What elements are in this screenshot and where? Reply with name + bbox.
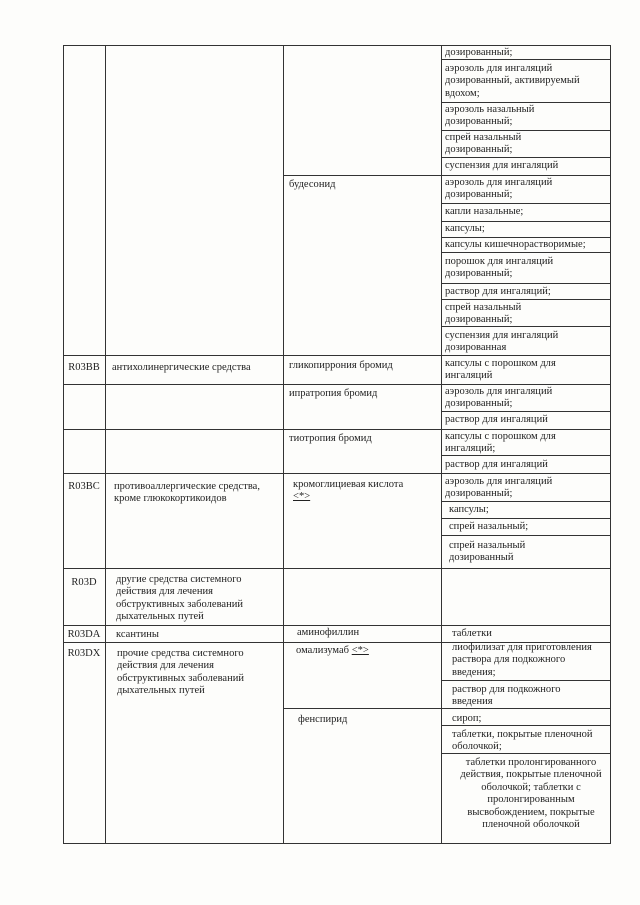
table-border-bottom [63,843,611,844]
row-divider [63,473,611,474]
form-divider [441,535,611,536]
row-divider [63,429,611,430]
table-cell: спрей назальный; [449,521,529,532]
table-cell: таблетки, покрытые пленочной оболочкой; [452,729,593,753]
form-divider [441,237,611,238]
table-cell: спрей назальный дозированный; [445,132,522,156]
drug-name: кромоглициевая кислота [293,479,404,490]
form-divider [441,252,611,253]
row-divider [63,355,611,356]
table-cell: аэрозоль для ингаляций дозированный; [445,386,553,410]
group-name: прочие средства системного действия для лечения обструктивных заболеваний дыхательных путей [117,648,245,697]
table-cell: раствор для ингаляций; [445,286,551,297]
atc-code: R03BB [68,362,100,373]
table-border-left [63,45,64,843]
form-divider [441,221,611,222]
group-name: другие средства системного действия для лечения обструктивных заболеваний дыхательных путей [116,574,244,623]
col-divider-group [283,45,284,843]
table-cell: порошок для ингаляций дозированный; [445,256,554,280]
table-cell: аэрозоль для ингаляций дозированный; [445,476,553,500]
table-cell: капли назальные; [445,206,524,217]
table-cell: суспензия для ингаляций дозированная [445,330,559,354]
form-divider [441,203,611,204]
drug-mark-text: <*> [293,491,311,502]
form-divider [441,680,611,681]
row-divider [63,625,611,626]
table-cell: спрей назальный дозированный; [445,302,522,326]
table-cell: аэрозоль для ингаляций дозированный; [445,177,553,201]
table-cell: раствор для подкожного введения [452,684,561,708]
table-cell: капсулы с порошком для ингаляций [445,358,556,382]
form-divider [441,157,611,158]
drug-mark-text: <*> [351,645,369,656]
group-name: противоаллергические средства, кроме глюкокортикоидов [114,481,260,505]
table-cell: аэрозоль для ингаляций дозированный, активируемый вдохом; [445,63,580,99]
atc-code: R03BC [68,481,100,492]
drug-name: тиотропия бромид [289,433,372,444]
table-border-top [63,45,611,46]
table-cell: капсулы; [445,223,485,234]
table-cell: таблетки [452,628,492,639]
row-divider [63,384,611,385]
drug-name-text: омализумаб [296,645,350,656]
form-divider [441,411,611,412]
form-divider [283,175,611,176]
row-divider [63,568,611,569]
form-divider [441,102,611,103]
table-cell: дозированный; [445,47,513,58]
table-cell: капсулы с порошком для ингаляций; [445,431,556,455]
col-divider-drug [441,45,442,843]
table-cell: сироп; [452,713,482,724]
form-divider [441,283,611,284]
atc-code: R03DA [67,629,101,640]
table-cell: спрей назальный дозированный [449,540,526,564]
table-border-right [610,45,611,843]
drug-name: фенспирид [298,714,348,725]
group-name: ксантины [116,629,159,640]
form-divider [441,501,611,502]
drug-name [296,645,369,657]
table-cell: раствор для ингаляций [445,414,548,425]
drug-mark [293,491,310,503]
table-cell: капсулы кишечнорастворимые; [445,239,586,250]
table-cell: капсулы; [449,504,489,515]
table-cell: суспензия для ингаляций [445,160,559,171]
atc-code: R03D [71,577,97,588]
drug-name: будесонид [289,179,336,190]
drug-name: аминофиллин [297,627,360,638]
table-cell: лиофилизат для приготовления раствора для подкожного введения; [452,642,592,678]
drug-name: гликопиррония бромид [289,360,393,371]
form-divider [441,130,611,131]
drug-name: ипратропия бромид [289,388,378,399]
table-cell: раствор для ингаляций [445,459,548,470]
table-cell: аэрозоль назальный дозированный; [445,104,535,128]
atc-code: R03DX [67,648,101,659]
form-divider [441,518,611,519]
table-cell: таблетки пролонгированного действия, покрытые пленочной оболочкой; таблетки с пролонгированным высвобождением, покрытые пленочной оболочкой [460,757,602,831]
form-divider [441,299,611,300]
col-divider-code [105,45,106,843]
group-name: антихолинергические средства [112,362,251,373]
